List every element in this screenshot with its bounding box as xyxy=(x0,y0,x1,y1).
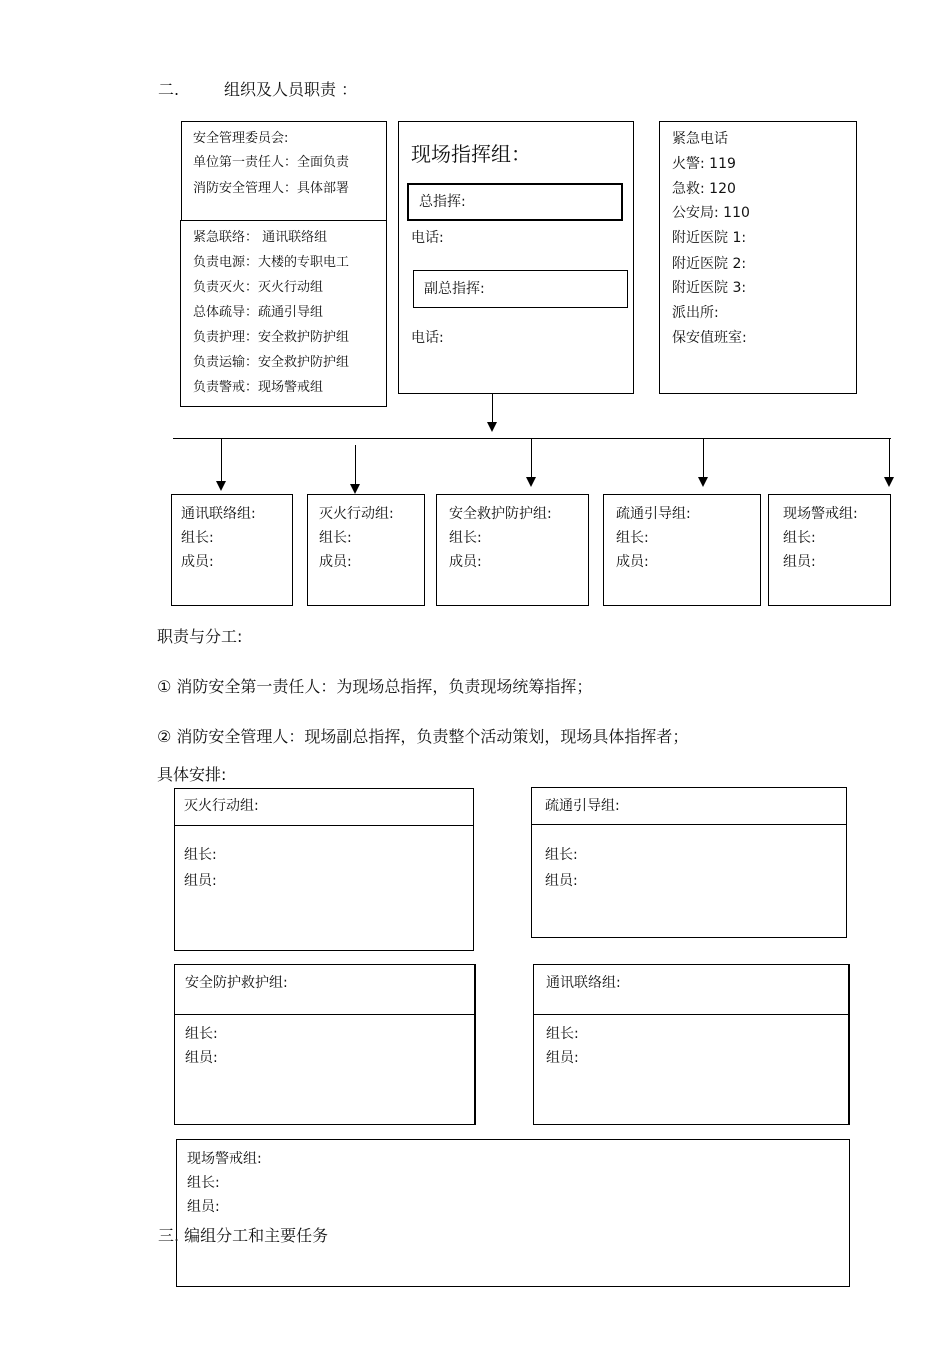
duty-item: 负责电源：大楼的专职电工 xyxy=(193,255,350,270)
group-name: 安全救护防护组: xyxy=(449,506,552,522)
group-box xyxy=(603,494,761,606)
emergency-line: 附近医院 1: xyxy=(672,230,747,246)
emergency-line: 保安值班室: xyxy=(672,330,747,346)
group-members: 成员: xyxy=(319,554,352,570)
arrangement-members: 组员: xyxy=(184,873,217,889)
connector-line xyxy=(889,438,890,478)
connector-line xyxy=(703,438,704,478)
group-leader: 组长: xyxy=(783,530,816,546)
group-name: 疏通引导组: xyxy=(616,506,691,522)
arrangement-leader: 组长: xyxy=(187,1175,220,1191)
responsibility-item-1: ① 消防安全第一责任人：为现场总指挥，负责现场统筹指挥； xyxy=(157,677,593,696)
arrangement-leader: 组长: xyxy=(185,1026,218,1042)
arrow-down-icon xyxy=(698,477,708,487)
arrangement-heading: 具体安排: xyxy=(157,765,227,784)
arrow-down-icon xyxy=(884,477,894,487)
group-box xyxy=(436,494,589,606)
phone-label-2: 电话: xyxy=(411,330,444,346)
group-leader: 组长: xyxy=(319,530,352,546)
divider xyxy=(175,1014,474,1015)
group-box xyxy=(307,494,425,606)
group-leader: 组长: xyxy=(449,530,482,546)
emergency-line: 附近医院 3: xyxy=(672,280,747,296)
arrangement-box-title: 灭火行动组: xyxy=(184,798,259,814)
connector-line xyxy=(221,438,222,482)
group-members: 成员: xyxy=(449,554,482,570)
arrangement-members: 组员: xyxy=(545,873,578,889)
arrow-down-icon xyxy=(216,481,226,491)
arrangement-box xyxy=(174,964,476,1125)
duty-item: 负责灭火：灭火行动组 xyxy=(193,280,324,295)
arrangement-box-title: 安全防护救护组: xyxy=(185,975,288,991)
emergency-line: 附近医院 2: xyxy=(672,256,747,272)
chief-box xyxy=(407,183,623,221)
group-name: 通讯联络组: xyxy=(181,506,256,522)
arrangement-box xyxy=(531,787,847,938)
section-3-title: 三. 编组分工和主要任务 xyxy=(158,1226,329,1245)
emergency-line: 派出所: xyxy=(672,305,719,321)
arrangement-box xyxy=(533,964,850,1125)
committee-box xyxy=(181,121,387,221)
arrangement-box xyxy=(174,788,474,951)
group-box xyxy=(768,494,891,606)
group-members: 成员: xyxy=(616,554,649,570)
section-title: 组织及人员职责 ： xyxy=(224,80,358,99)
connector-line xyxy=(492,394,493,422)
chief-label: 总指挥: xyxy=(419,194,466,210)
arrangement-box-title: 疏通引导组: xyxy=(545,798,620,814)
connector-line xyxy=(531,438,532,478)
command-title: 现场指挥组： xyxy=(411,142,531,166)
arrow-down-icon xyxy=(487,422,497,432)
committee-line-2: 消防安全管理人：具体部署 xyxy=(193,181,350,196)
emergency-line: 火警: 119 xyxy=(672,156,736,172)
section-number: 二. xyxy=(158,80,180,99)
committee-line-1: 单位第一责任人：全面负责 xyxy=(193,155,350,170)
arrangement-leader: 组长: xyxy=(184,847,217,863)
arrangement-members: 组员: xyxy=(546,1050,579,1066)
responsibility-item-2: ② 消防安全管理人：现场副总指挥，负责整个活动策划，现场具体指挥者； xyxy=(157,727,689,746)
emergency-line: 公安局: 110 xyxy=(672,205,750,221)
arrangement-box-title: 现场警戒组: xyxy=(187,1151,262,1167)
phone-label-1: 电话: xyxy=(411,230,444,246)
emergency-box xyxy=(659,121,857,394)
duty-item: 负责警戒：现场警戒组 xyxy=(193,380,324,395)
responsibilities-heading: 职责与分工: xyxy=(157,627,243,646)
duty-item: 负责运输：安全救护防护组 xyxy=(193,355,350,370)
arrangement-members: 组员: xyxy=(185,1050,218,1066)
deputy-box xyxy=(413,270,628,308)
duty-item: 紧急联络： 通讯联络组 xyxy=(193,230,328,245)
arrangement-box-title: 通讯联络组: xyxy=(546,975,621,991)
arrangement-members: 组员: xyxy=(187,1199,220,1215)
duty-item: 总体疏导：疏通引导组 xyxy=(193,305,324,320)
arrangement-leader: 组长: xyxy=(545,847,578,863)
group-box xyxy=(171,494,293,606)
command-box xyxy=(398,121,634,394)
arrow-down-icon xyxy=(350,484,360,494)
group-name: 灭火行动组: xyxy=(319,506,394,522)
group-members: 组员: xyxy=(783,554,816,570)
arrangement-box-wide xyxy=(176,1139,850,1287)
duties-box xyxy=(180,220,387,407)
emergency-title: 紧急电话 xyxy=(672,131,728,147)
group-leader: 组长: xyxy=(616,530,649,546)
divider xyxy=(532,824,846,825)
arrow-down-icon xyxy=(526,477,536,487)
deputy-label: 副总指挥: xyxy=(424,281,485,297)
branch-line xyxy=(173,438,891,439)
group-leader: 组长: xyxy=(181,530,214,546)
committee-title: 安全管理委员会: xyxy=(193,131,289,146)
emergency-line: 急救: 120 xyxy=(672,181,736,197)
divider xyxy=(534,1014,848,1015)
divider xyxy=(175,825,473,826)
group-name: 现场警戒组: xyxy=(783,506,858,522)
duty-item: 负责护理：安全救护防护组 xyxy=(193,330,350,345)
group-members: 成员: xyxy=(181,554,214,570)
connector-line xyxy=(355,445,356,485)
arrangement-leader: 组长: xyxy=(546,1026,579,1042)
